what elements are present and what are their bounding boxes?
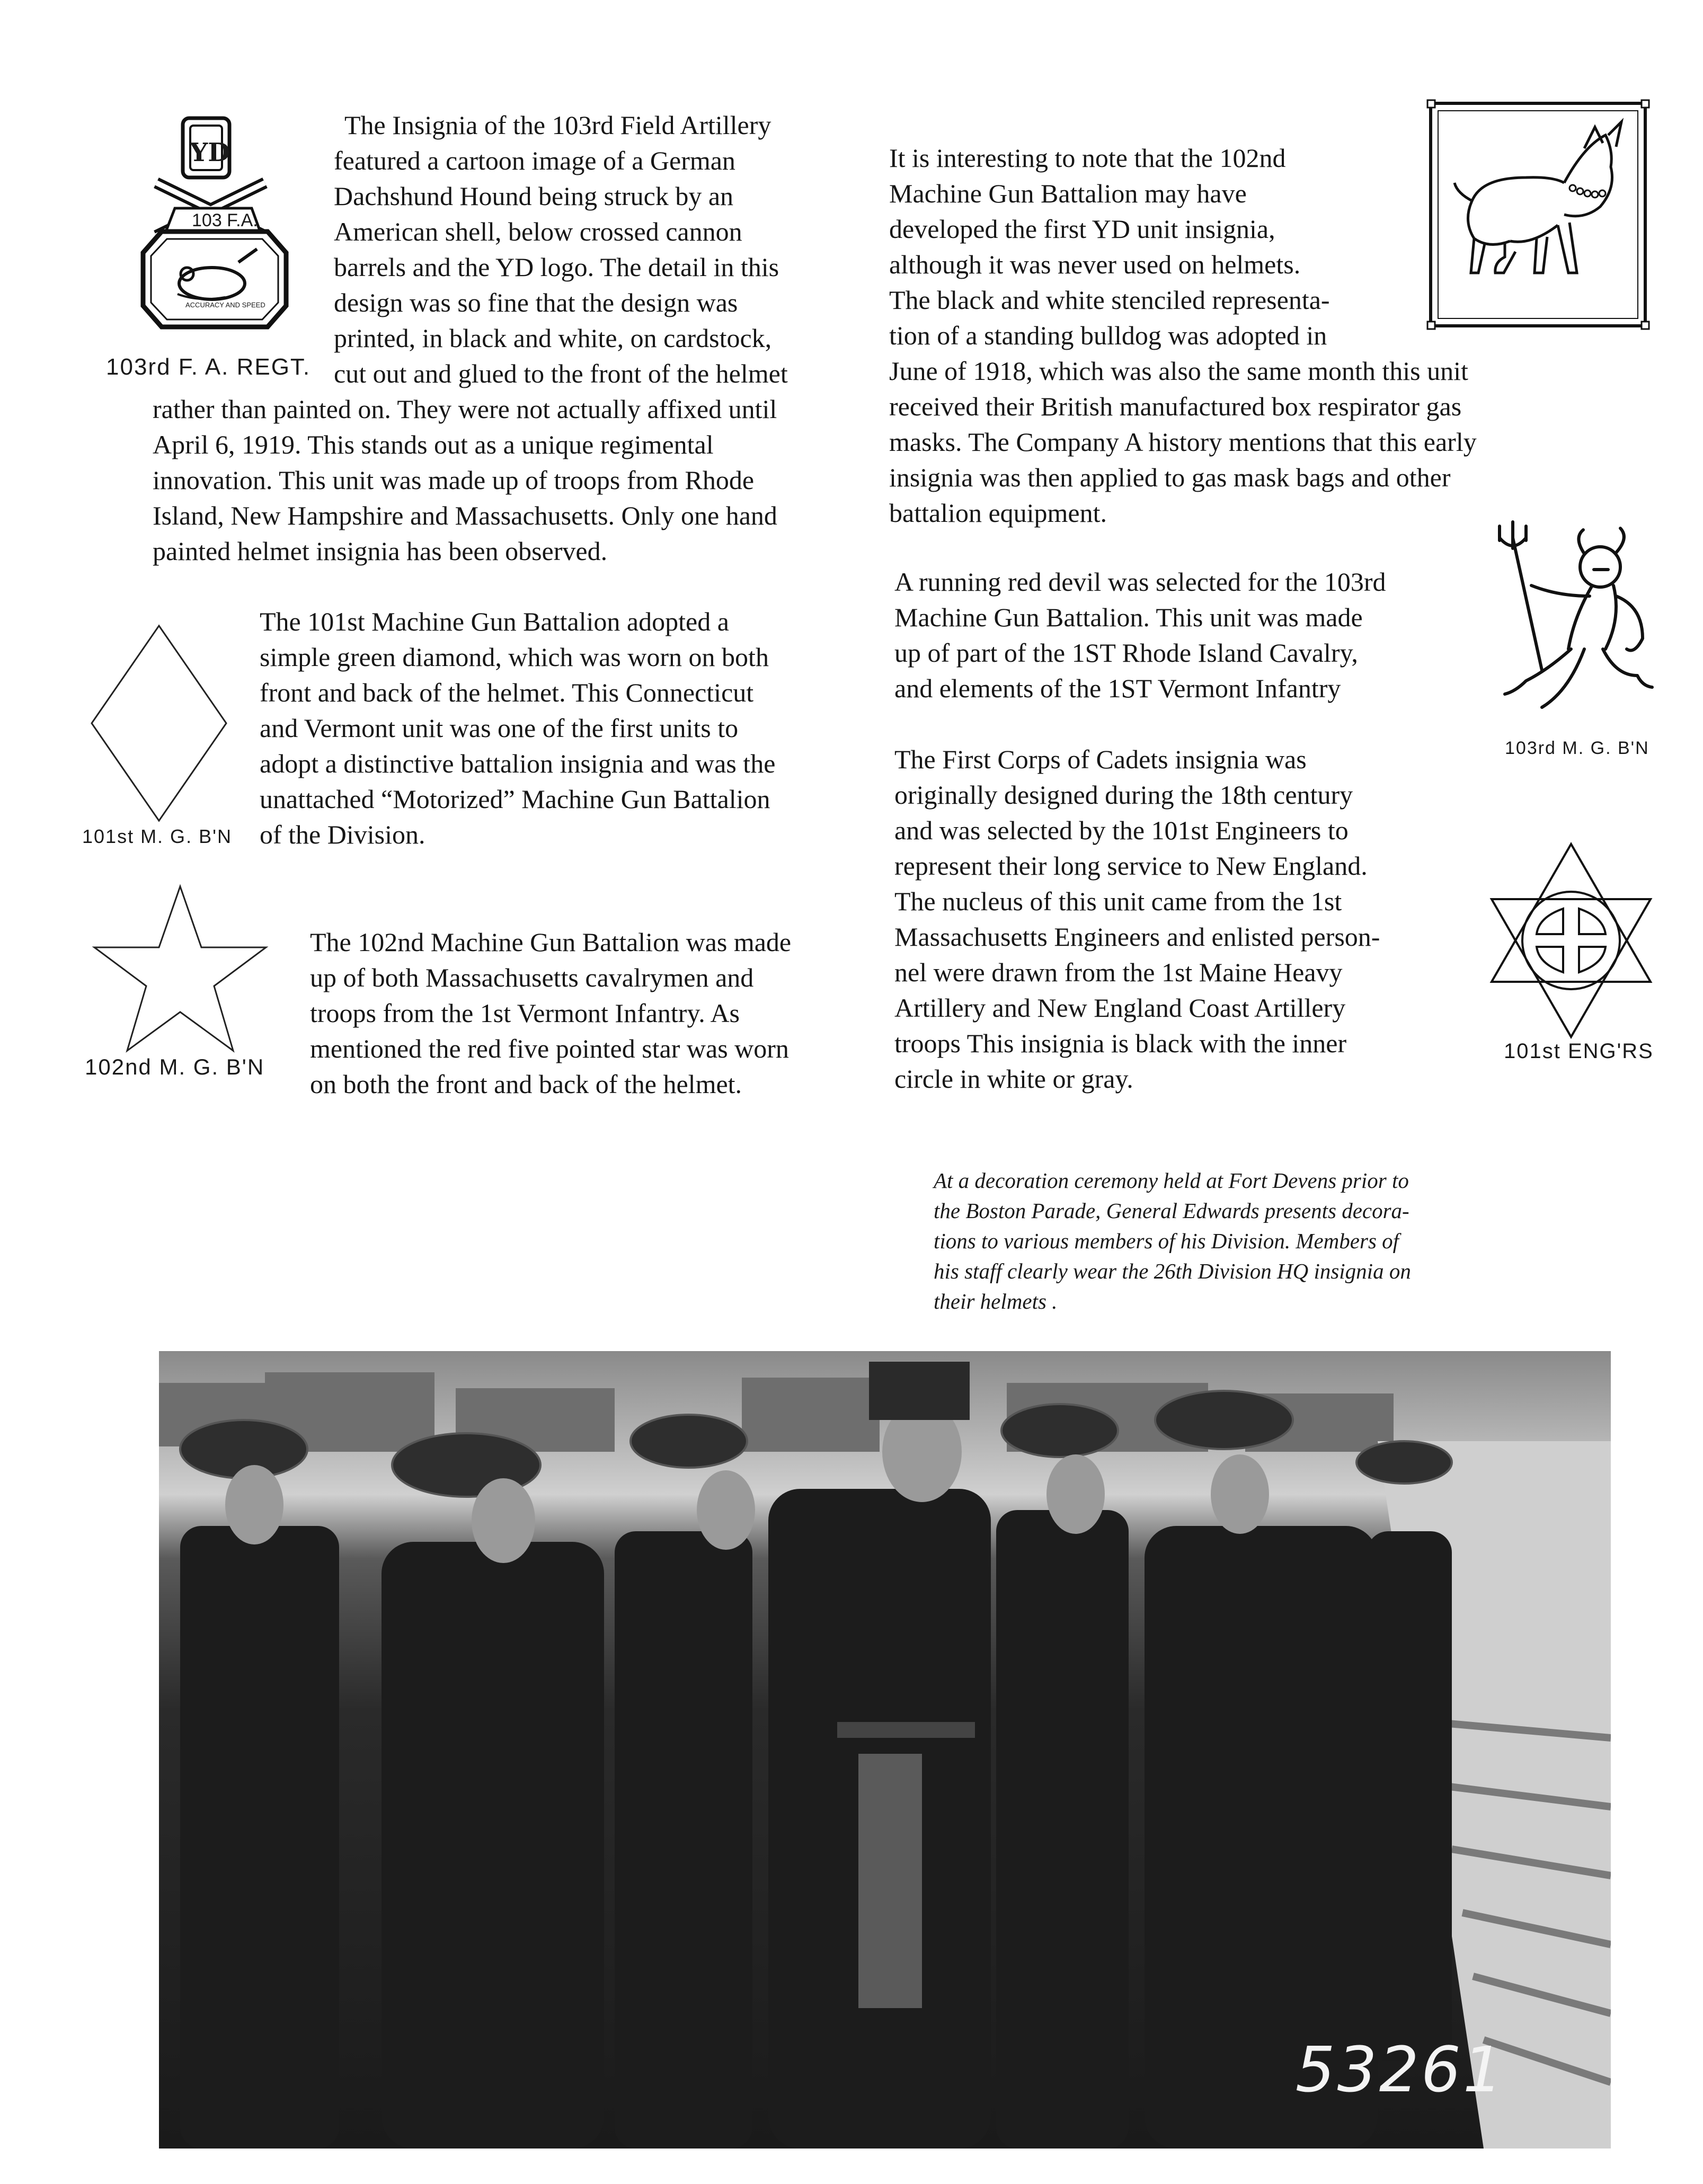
fa103-line: Island, New Hampshire and Massachusetts. Only one hand [153, 501, 777, 530]
eng101-line: and was selected by the 101st Engineers to [894, 815, 1349, 845]
devil-insignia [1484, 517, 1658, 729]
bulldog-line: although it was never used on helmets. [889, 250, 1301, 279]
bulldog-line: tion of a standing bulldog was adopted in [889, 321, 1327, 350]
fa103-line: rather than painted on. They were not actually affixed until [153, 394, 777, 424]
fa103-line: April 6, 1919. This stands out as a unique regimental [153, 430, 714, 459]
fa103-line: featured a cartoon image of a German [334, 146, 735, 175]
caption-line: their helmets . [934, 1289, 1058, 1313]
caption-line: At a decoration ceremony held at Fort Devens prior to [934, 1168, 1409, 1193]
fa103-line: American shell, below crossed cannon [334, 217, 742, 246]
eng101-line: Artillery and New England Coast Artillery [894, 993, 1346, 1023]
fa103-emblem-motto: ACCURACY AND SPEED [185, 301, 265, 309]
mgbn102-line: The 102nd Machine Gun Battalion was made [310, 927, 792, 957]
negative-number: 53261 [1295, 2033, 1505, 2106]
mgbn102-line: mentioned the red five pointed star was worn [310, 1034, 789, 1063]
bulldog-line: insignia was then applied to gas mask bags and other [889, 463, 1451, 492]
fa103-line: cut out and glued to the front of the helmet [334, 359, 788, 388]
fa103-line: The Insignia of the 103rd Field Artillery [344, 110, 771, 140]
caption-line: tions to various members of his Division. Members of [934, 1229, 1399, 1253]
mgbn102-line: on both the front and back of the helmet. [310, 1069, 742, 1099]
mgbn103-line: Machine Gun Battalion. This unit was made [894, 602, 1363, 632]
fa103-line: printed, in black and white, on cardstock, [334, 323, 772, 353]
mgbn101-line: adopt a distinctive battalion insignia and was the [260, 749, 776, 778]
photo-caption [934, 1166, 1548, 1317]
bulldog-line: Machine Gun Battalion may have [889, 179, 1247, 208]
fa103-emblem-banner: 103 F.A. [192, 210, 258, 230]
eng101-line: The First Corps of Cadets insignia was [894, 744, 1307, 774]
fa103-line: barrels and the YD logo. The detail in this [334, 252, 779, 282]
mgbn101-line: and Vermont unit was one of the first units to [260, 713, 739, 743]
mgbn103-line: A running red devil was selected for the 103rd [894, 567, 1386, 597]
bulldog-line: masks. The Company A history mentions that this early [889, 427, 1477, 457]
bulldog-insignia [1425, 98, 1653, 331]
mgbn101-line: simple green diamond, which was worn on both [260, 642, 769, 672]
engineers-insignia [1484, 840, 1658, 1044]
mgbn101-line: unattached “Motorized” Machine Gun Battalion [260, 784, 770, 814]
mgbn103-line: up of part of the 1ST Rhode Island Cavalry, [894, 638, 1358, 668]
mgbn101-line: The 101st Machine Gun Battalion adopted a [260, 607, 729, 636]
eng101-line: Massachusetts Engineers and enlisted person- [894, 922, 1380, 952]
fa103-line: innovation. This unit was made up of troops from Rhode [153, 465, 755, 495]
mgbn102-label: 102nd M. G. B'N [85, 1054, 265, 1079]
eng101-line: originally designed during the 18th century [894, 780, 1353, 810]
eng101-line: The nucleus of this unit came from the 1st [894, 886, 1342, 916]
eng101-label: 101st ENG'RS [1504, 1040, 1654, 1063]
fa103-label: 103rd F. A. REGT. [106, 354, 311, 380]
fa103-line: design was so fine that the design was [334, 288, 738, 317]
bulldog-line: received their British manufactured box respirator gas [889, 392, 1462, 421]
ceremony-photo [159, 1351, 1611, 2149]
mgbn103-line: and elements of the 1ST Vermont Infantry [894, 673, 1341, 703]
fa103-line: painted helmet insignia has been observed. [153, 536, 608, 566]
bulldog-line: developed the first YD unit insignia, [889, 214, 1275, 244]
fa103-emblem-monogram: YD [190, 138, 230, 167]
eng101-line: represent their long service to New England. [894, 851, 1368, 881]
mgbn101-label: 101st M. G. B'N [82, 825, 232, 847]
mgbn103-label: 103rd M. G. B'N [1505, 738, 1649, 758]
mgbn102-line: up of both Massachusetts cavalrymen and [310, 963, 754, 992]
eng101-line: circle in white or gray. [894, 1064, 1133, 1094]
mgbn102-line: troops from the 1st Vermont Infantry. As [310, 998, 740, 1028]
star-insignia [90, 882, 270, 1057]
bulldog-line: battalion equipment. [889, 498, 1107, 528]
eng101-line: troops This insignia is black with the inner [894, 1028, 1347, 1058]
caption-line: his staff clearly wear the 26th Division HQ insignia on [934, 1259, 1411, 1283]
eng101-line: nel were drawn from the 1st Maine Heavy [894, 957, 1343, 987]
fa103-line: Dachshund Hound being struck by an [334, 181, 734, 211]
bulldog-line: It is interesting to note that the 102nd [889, 143, 1286, 173]
mgbn101-line: of the Division. [260, 820, 425, 849]
bulldog-line: June of 1918, which was also the same month this unit [889, 356, 1468, 386]
caption-line: the Boston Parade, General Edwards presents decora- [934, 1198, 1409, 1223]
bulldog-line: The black and white stenciled representa- [889, 285, 1330, 315]
mgbn101-line: front and back of the helmet. This Connecticut [260, 678, 754, 707]
diamond-insignia [87, 623, 230, 824]
